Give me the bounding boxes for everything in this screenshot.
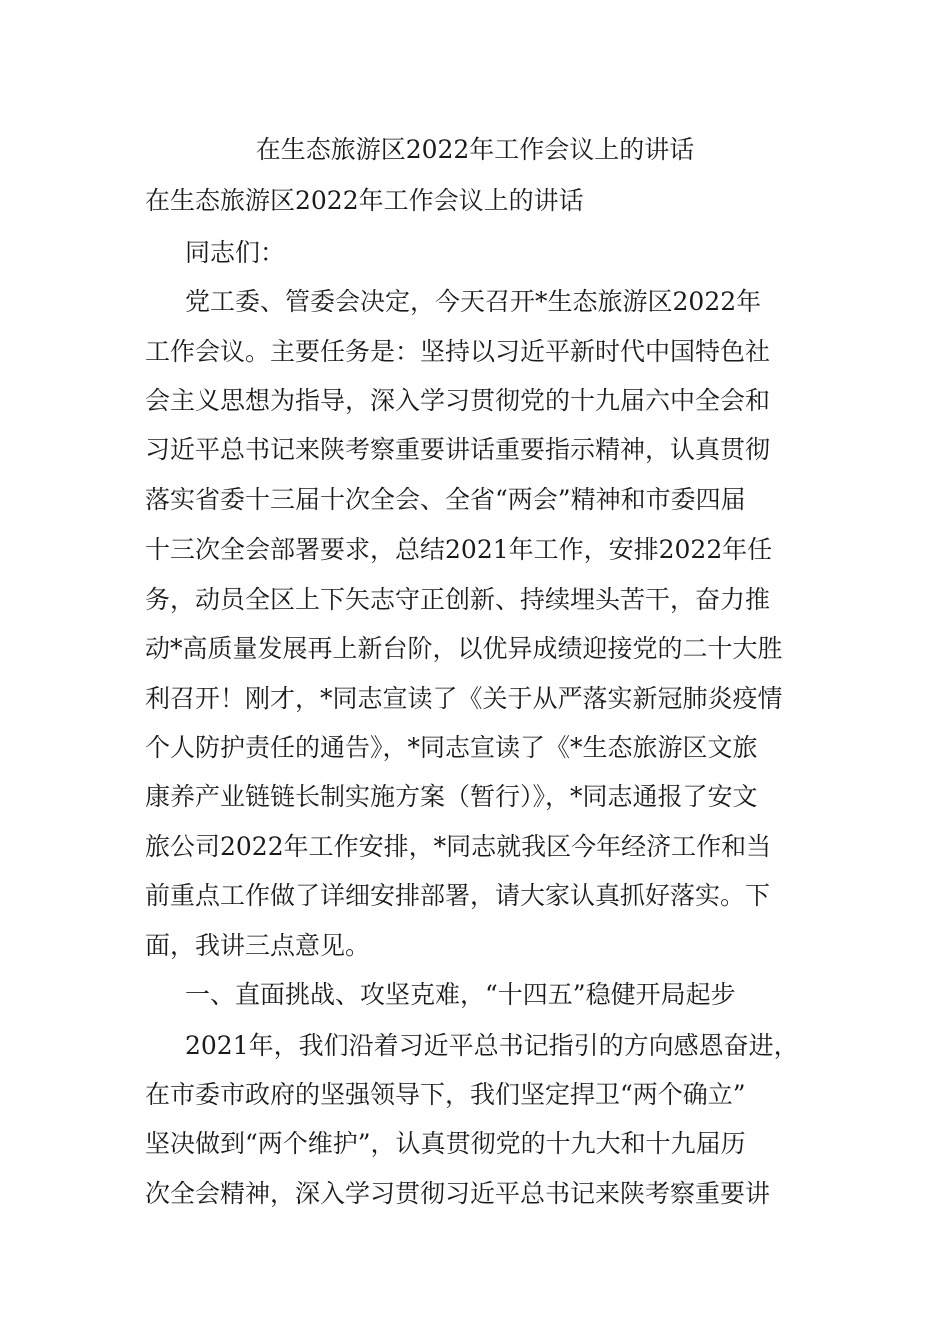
paragraph-line: 旅公司2022年工作安排，*同志就我区今年经济工作和当 xyxy=(145,832,772,861)
paragraph-line: 2021年，我们沿着习近平总书记指引的方向感恩奋进， xyxy=(185,1031,799,1060)
paragraph-line: 动*高质量发展再上新台阶，以优异成绩迎接党的二十大胜 xyxy=(145,634,783,663)
salutation: 同志们： xyxy=(185,238,286,267)
paragraph-line: 康养产业链链长制实施方案（暂行）》，*同志通报了安文 xyxy=(145,782,758,811)
section-heading: 一、直面挑战、攻坚克难，“十四五”稳健开局起步 xyxy=(185,980,736,1009)
paragraph-line: 党工委、管委会决定，今天召开*生态旅游区2022年 xyxy=(185,287,762,316)
paragraph-line: 会主义思想为指导，深入学习贯彻党的十九届六中全会和 xyxy=(145,386,771,415)
document-title: 在生态旅游区2022年工作会议上的讲话 xyxy=(255,135,695,164)
paragraph-line: 落实省委十三届十次全会、全省“两会”精神和市委四届 xyxy=(145,485,746,514)
paragraph-line: 工作会议。主要任务是：坚持以习近平新时代中国特色社 xyxy=(145,337,771,366)
paragraph-line: 十三次全会部署要求，总结2021年工作，安排2022年任 xyxy=(145,535,773,564)
paragraph-line: 利召开！刚才，*同志宣读了《关于从严落实新冠肺炎疫情 xyxy=(145,684,783,713)
paragraph-line: 习近平总书记来陕考察重要讲话重要指示精神，认真贯彻 xyxy=(145,435,771,464)
paragraph-line: 在市委市政府的坚强领导下，我们坚定捍卫“两个确立” xyxy=(145,1080,746,1109)
paragraph-line: 面，我讲三点意见。 xyxy=(145,931,371,960)
paragraph-line: 坚决做到“两个维护”，认真贯彻党的十九大和十九届历 xyxy=(145,1129,746,1158)
paragraph-line: 务，动员全区上下矢志守正创新、持续埋头苦干，奋力推 xyxy=(145,585,771,614)
paragraph-line: 个人防护责任的通告》，*同志宣读了《*生态旅游区文旅 xyxy=(145,733,758,762)
paragraph-line: 前重点工作做了详细安排部署，请大家认真抓好落实。下 xyxy=(145,881,771,910)
paragraph-line: 次全会精神，深入学习贯彻习近平总书记来陕考察重要讲 xyxy=(145,1179,771,1208)
document-subtitle: 在生态旅游区2022年工作会议上的讲话 xyxy=(145,186,584,215)
